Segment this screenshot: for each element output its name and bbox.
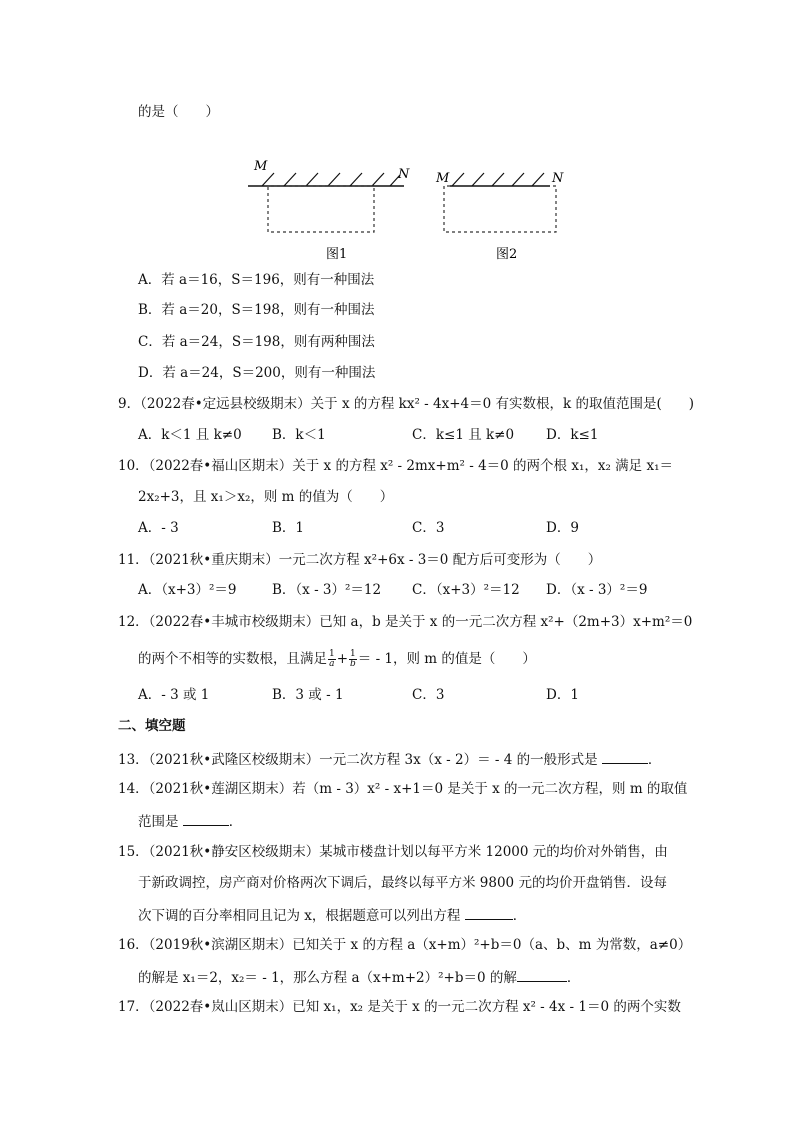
frac1-numerator: 1: [329, 649, 335, 659]
q11-option-d: D．（x - 3）²＝9: [546, 582, 648, 598]
q12-option-d: D．1: [546, 687, 579, 703]
frac2-denominator: b: [350, 659, 356, 669]
q17-stem: 17．（2022春•岚山区期末）已知 x₁，x₂ 是关于 x 的一元二次方程 x² - 4x - 1＝0 的两个实数: [118, 999, 681, 1015]
q12-stem-line-2: 的两个不相等的实数根，且满足 $\frac{1}{a}$ + $\frac{1}{b}$ ＝ - 1，则 m 的值是（ ）: [138, 649, 536, 669]
q16-stem-line-1: 16．（2019秋•滨湖区期末）已知关于 x 的方程 a（x+m）²+b＝0（a、b、m 为常数，a≠0）: [118, 937, 692, 953]
q13-answer-blank[interactable]: [602, 749, 648, 764]
figure-2-caption: 图2: [496, 247, 518, 262]
q12-fraction-1-over-b: [349, 650, 357, 669]
q10-option-d: D．9: [546, 520, 579, 536]
q15-stem-3: 次下调的百分率相同且记为 x，根据题意可以列出方程: [138, 908, 461, 924]
figures-area: [240, 156, 580, 266]
figure-1-hatching: [262, 173, 400, 186]
q14-tail: ．: [228, 814, 243, 830]
q11-stem: 11．（2021秋•重庆期末）一元二次方程 x²+6x - 3＝0 配方后可变形为（ ）: [118, 552, 602, 568]
q13-tail: ．: [647, 752, 662, 768]
frac1-denominator: a: [329, 659, 335, 669]
q8-option-d: D．若 a＝24，S＝200，则有一种围法: [138, 365, 376, 381]
frac2-numerator: 1: [350, 649, 356, 659]
q10-option-a: A．- 3: [138, 520, 179, 536]
q10-option-c: C．3: [412, 520, 445, 536]
q14-answer-blank[interactable]: [183, 811, 229, 826]
q15-tail: ．: [512, 908, 527, 924]
figure-1-fence-rect: [268, 186, 374, 232]
q15-line-3: [138, 905, 526, 925]
q10-stem-line-2: 2x₂+3，且 x₁＞x₂，则 m 的值为（ ）: [138, 489, 394, 505]
q8-option-c: C．若 a＝24，S＝198，则有两种围法: [138, 334, 375, 350]
figure-2-label-m: M: [436, 171, 450, 186]
figure-2: [435, 171, 564, 262]
q12-option-c: C．3: [412, 687, 445, 703]
q11-option-b: B．（x - 3）²＝12: [272, 582, 382, 598]
figure-2-label-n: N: [552, 171, 564, 186]
q14-stem-line-1: 14．（2021秋•莲湖区期末）若（m - 3）x² - x+1＝0 是关于 x 的一元二次方程，则 m 的取值: [118, 781, 688, 797]
q12-stem-2a: 的两个不相等的实数根，且满足: [138, 651, 327, 667]
q11-option-a: A．（x+3）²＝9: [138, 582, 237, 598]
q8-option-b: B．若 a＝20，S＝198，则有一种围法: [138, 302, 375, 318]
q16-answer-blank[interactable]: [517, 967, 567, 982]
q11-option-c: C．（x+3）²＝12: [412, 582, 520, 598]
q14-line-2: [138, 811, 242, 831]
q16-stem-2: 的解是 x₁＝2，x₂＝ - 1，那么方程 a（x+m+2）²+b＝0 的解: [138, 970, 517, 986]
q9-option-b: B．k＜1: [272, 427, 326, 443]
q15-answer-blank[interactable]: [465, 905, 513, 920]
q9-option-c: C．k≤1 且 k≠0: [412, 427, 515, 443]
q8-option-a: A．若 a＝16，S＝196，则有一种围法: [138, 272, 375, 288]
q9-option-a: A．k＜1 且 k≠0: [138, 427, 242, 443]
q10-stem-line-1: 10．（2022春•福山区期末）关于 x 的方程 x² - 2mx+m² - 4＝0 的两个根 x₁，x₂ 满足 x₁＝: [118, 458, 673, 474]
q12-stem-2b: ＝ - 1，则 m 的值是（ ）: [357, 651, 536, 667]
figure-1: [248, 159, 410, 262]
q14-stem-2: 范围是: [138, 814, 179, 830]
q12-fraction-1-over-a: [328, 650, 336, 669]
figure-1-label-m: M: [254, 159, 268, 174]
q15-stem-line-1: 15．（2021秋•静安区校级期末）某城市楼盘计划以每平方米 12000 元的均价对外销售，由: [118, 844, 668, 860]
q9-option-d: D．k≤1: [546, 427, 599, 443]
figure-2-hatching: [452, 173, 544, 186]
figure-1-caption: 图1: [326, 247, 348, 262]
q15-stem-line-2: 于新政调控，房产商对价格两次下调后，最终以每平方米 9800 元的均价开盘销售．设每: [138, 875, 667, 891]
q12-stem-line-1: 12．（2022春•丰城市校级期末）已知 a，b 是关于 x 的一元二次方程 x²+（2m+3）x+m²＝0: [118, 614, 693, 630]
q13-stem: 13．（2021秋•武隆区校级期末）一元二次方程 3x（x - 2）＝ - 4 的一般形式是: [118, 752, 598, 768]
q13-line: [118, 749, 661, 769]
q9-stem: 9．（2022春•定远县校级期末）关于 x 的方程 kx² - 4x+4＝0 有实数根，k 的取值范围是( ): [118, 396, 694, 412]
q12-option-b: B．3 或 - 1: [272, 687, 344, 703]
q12-option-a: A．- 3 或 1: [138, 687, 210, 703]
q16-line-2: [138, 967, 580, 987]
figure-1-label-n: N: [398, 167, 410, 182]
question-8-stem-continuation: 的是（ ）: [138, 104, 219, 120]
figure-2-fence-rect: [444, 186, 556, 232]
q10-option-b: B．1: [272, 520, 305, 536]
q16-tail: ．: [566, 970, 581, 986]
section-heading-fill-in: 二、填空题: [118, 718, 186, 734]
